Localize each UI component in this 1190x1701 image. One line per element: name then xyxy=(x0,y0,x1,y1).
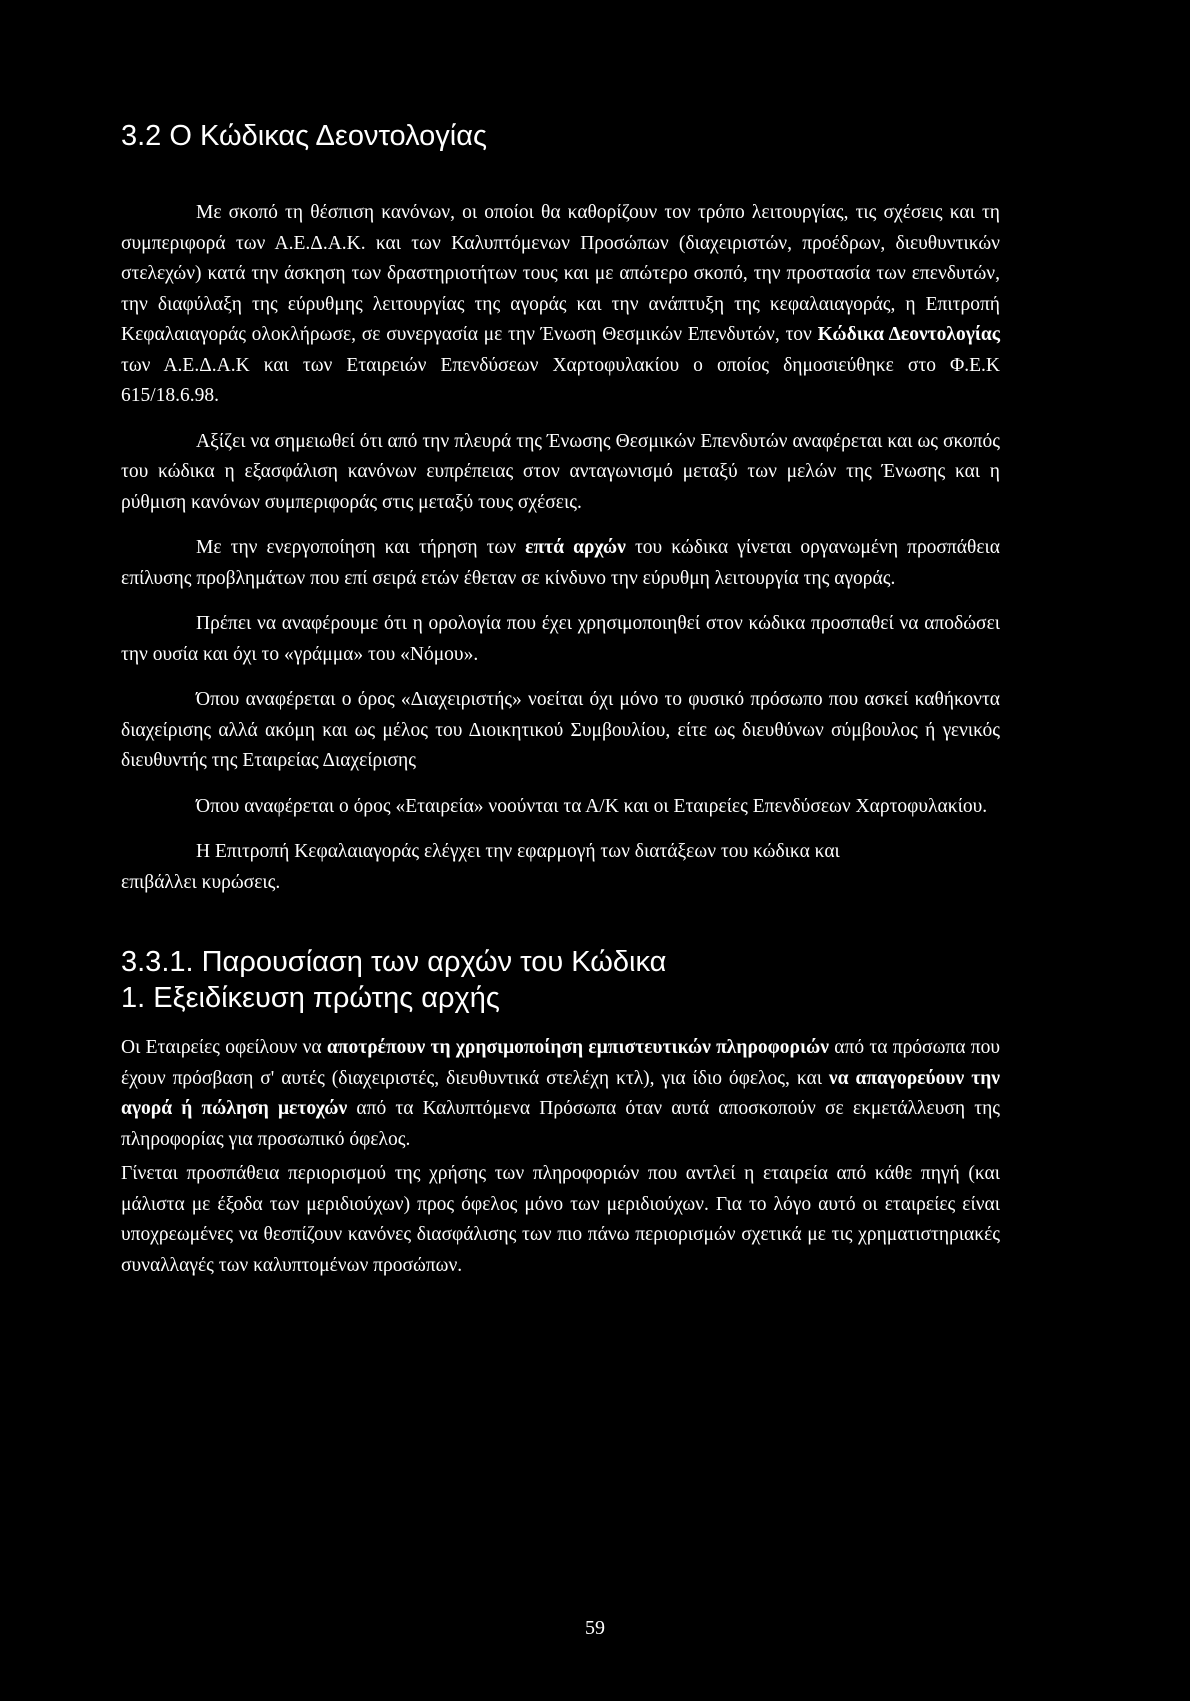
subsection-title: 3.3.1. Παρουσίαση των αρχών του Κώδικα xyxy=(121,946,667,978)
paragraph-supervision: Η Επιτροπή Κεφαλαιαγοράς ελέγχει την εφαρμογή των διατάξεων του κώδικα και επιβάλλει κυρώσεις. xyxy=(121,841,840,893)
principle-title: 1. Εξειδίκευση πρώτης αρχής xyxy=(121,982,500,1014)
paragraph-union-goal: Αξίζει να σημειωθεί ότι από την πλευρά της Ένωσης Θεσμικών Επενδυτών αναφέρεται και ως σκοπός του κώδικα η εξασφάλιση κανόνων ευπρέπειας στον ανταγωνισμό μεταξύ των μελών της Ένωσης και η ρύθμιση κανόνων συμπεριφοράς στις μεταξύ τους σχέσεις. xyxy=(121,430,1000,513)
text-run: του κώδικα γίνεται οργανωμένη προσπάθεια επίλυσης προβλημάτων που επί σειρά ετών έθεταν σε κίνδυνο την εύρυθμη λειτουργία της αγοράς. xyxy=(121,537,1000,589)
text-run: Με την ενεργοποίηση και τήρηση των xyxy=(196,537,526,558)
paragraph-seven-principles xyxy=(121,533,1000,594)
paragraph-information-limits: Γίνεται προσπάθεια περιορισμού της χρήσης των πληροφοριών που αντλεί η εταιρεία από κάθε πηγή (και μάλιστα με έξοδα των μεριδιούχων) προς όφελος μόνο των μεριδιούχων. Για το λόγο αυτό οι εταιρείες είναι υποχρεωμένες να θεσπίζουν κανόνες διασφάλισης των πιο πάνω περιορισμών σχετικά με τις χρηματιστηριακές συναλλαγές των καλυπτομένων προσώπων. xyxy=(121,1163,1000,1276)
bold-run: επτά αρχών xyxy=(525,537,626,558)
page-content xyxy=(121,118,1000,1281)
text-run: των Α.Ε.Δ.Α.Κ και των Εταιρειών Επενδύσεων Χαρτοφυλακίου ο οποίος δημοσιεύθηκε στο Φ.Ε.Κ 615/18.6.98. xyxy=(121,354,1000,406)
page-number: 59 xyxy=(585,1617,605,1639)
bold-run: Κώδικα Δεοντολογίας xyxy=(817,324,1000,345)
section-title: 3.2 Ο Κώδικας Δεοντολογίας xyxy=(121,120,487,152)
text-run: Οι Εταιρείες οφείλουν να xyxy=(121,1037,327,1058)
bold-run: να απαγορεύουν την αγορά ή πώληση μετοχών xyxy=(121,1067,1000,1119)
paragraph-manager-definition: Όπου αναφέρεται ο όρος «Διαχειριστής» νοείται όχι μόνο το φυσικό πρόσωπο που ασκεί καθήκοντα διαχείρισης αλλά ακόμη και ως μέλος του Διοικητικού Συμβουλίου, είτε ως διευθύνων σύμβουλος ή γενικός διευθυντής της Εταιρείας Διαχείρισης xyxy=(121,689,1000,771)
paragraph-terminology: Πρέπει να αναφέρουμε ότι η ορολογία που έχει χρησιμοποιηθεί στον κώδικα προσπαθεί να αποδώσει την ουσία και όχι το «γράμμα» του «Νόμου». xyxy=(121,613,1000,665)
paragraph-purpose xyxy=(121,198,1000,412)
paragraph-first-principle xyxy=(121,1033,1000,1155)
text-run: από τα πρόσωπα που έχουν πρόσβαση σ' αυτές (διαχειριστές, διευθυντικά στελέχη κτλ), για ίδιο όφελος, και xyxy=(121,1037,1001,1089)
text-run: Με σκοπό τη θέσπιση κανόνων, οι οποίοι θα καθορίζουν τον τρόπο λειτουργίας, τις σχέσεις και τη συμπεριφορά των Α.Ε.Δ.Α.Κ. και των Καλυπτόμενων Προσώπων (διαχειριστών, προέδρων, διευθυντικών στελεχών) κατά την άσκηση των δραστηριοτήτων τους και με απώτερο σκοπό, την προστασία των επενδυτών, την διαφύλαξη της εύρυθμης λειτουργίας της αγοράς και την ανάπτυξη της κεφαλαιαγοράς, η Επιτροπή Κεφαλαιαγοράς ολοκλήρωσε, σε συνεργασία με την Ένωση Θεσμικών Επενδυτών, τον xyxy=(121,202,1000,345)
bold-run: αποτρέπουν τη χρησιμοποίηση εμπιστευτικών πληροφοριών xyxy=(326,1037,829,1058)
paragraph-company-definition: Όπου αναφέρεται ο όρος «Εταιρεία» νοούνται τα Α/Κ και οι Εταιρείες Επενδύσεων Χαρτοφυλακίου. xyxy=(196,795,988,817)
text-run: από τα Καλυπτόμενα Πρόσωπα όταν αυτά αποσκοπούν σε εκμετάλλευση της πληροφορίας για προσωπικό όφελος. xyxy=(121,1098,1000,1150)
